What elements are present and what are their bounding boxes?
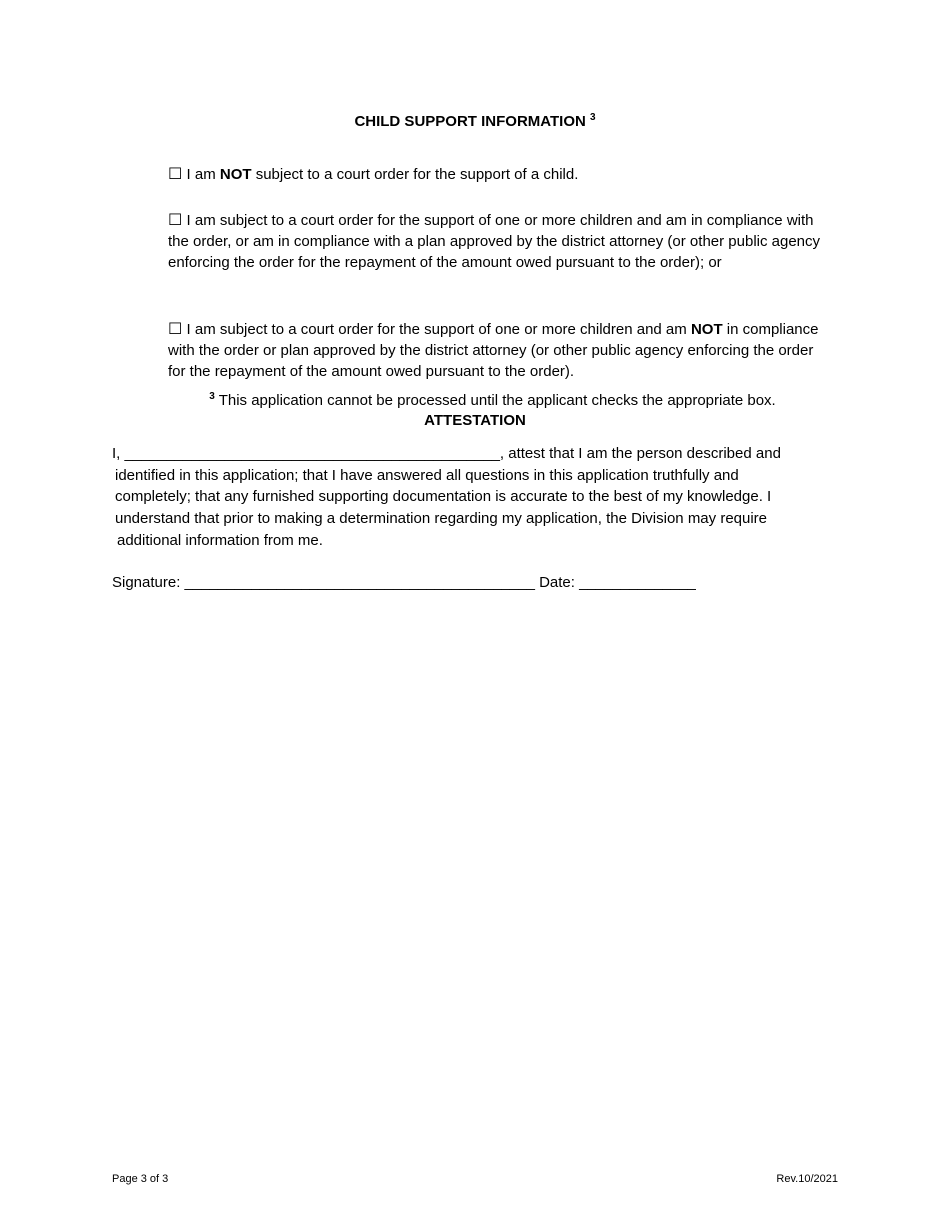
option-in-compliance-text: I am subject to a court order for the support of one or more children and am in compliance with the order, or am in compliance with a plan approved by the district attorney (or other public agency enforcing the order for the repayment of the amount owed pursuant to the order); or (168, 212, 821, 271)
section-title (0, 112, 950, 130)
checkbox-not-subject[interactable]: ☐ (168, 166, 183, 183)
footnote-text: This application cannot be processed until the applicant checks the appropriate box. (214, 392, 776, 409)
option-not-subject-text-after: subject to a court order for the support of a child. (251, 166, 579, 183)
footnote-mark: 3 (209, 391, 215, 402)
attestation-line: completely; that any furnished supporting documentation is accurate to the best of my knowledge. I (115, 488, 772, 506)
attestation-paragraph (112, 443, 822, 552)
title-footnote-mark: 3 (590, 112, 596, 123)
attestation-line: understand that prior to making a determination regarding my application, the Division may require (115, 510, 768, 528)
footnote (0, 391, 950, 409)
attestation-line-name[interactable]: I, _____________________________________________, attest that I am the person described and (112, 445, 781, 462)
option-not-in-compliance-text-before: I am subject to a court order for the support of one or more children and am (182, 321, 691, 338)
option-not-subject-bold: NOT (219, 166, 252, 183)
section-title-text: CHILD SUPPORT INFORMATION (354, 113, 586, 130)
signature-date-line[interactable]: Signature: __________________________________________ Date: ______________ (112, 574, 696, 591)
page-number: Page 3 of 3 (112, 1173, 169, 1185)
option-not-in-compliance (168, 319, 828, 382)
checkbox-in-compliance[interactable]: ☐ (168, 212, 183, 229)
option-not-in-compliance-text-after: in compliance with the order or plan approved by the district attorney (or other public agency enforcing the order for the repayment of the amount owed pursuant to the order). (168, 321, 819, 380)
attestation-line: additional information from me. (117, 531, 323, 549)
option-in-compliance (168, 210, 828, 273)
option-not-subject (168, 164, 828, 185)
option-not-in-compliance-bold: NOT (690, 321, 723, 338)
attestation-line: identified in this application; that I have answered all questions in this application truthfully and (115, 466, 739, 484)
attestation-title: ATTESTATION (424, 412, 526, 429)
revision-date: Rev.10/2021 (776, 1173, 838, 1185)
checkbox-not-in-compliance[interactable]: ☐ (168, 321, 183, 338)
option-not-subject-text-before: I am (182, 166, 220, 183)
